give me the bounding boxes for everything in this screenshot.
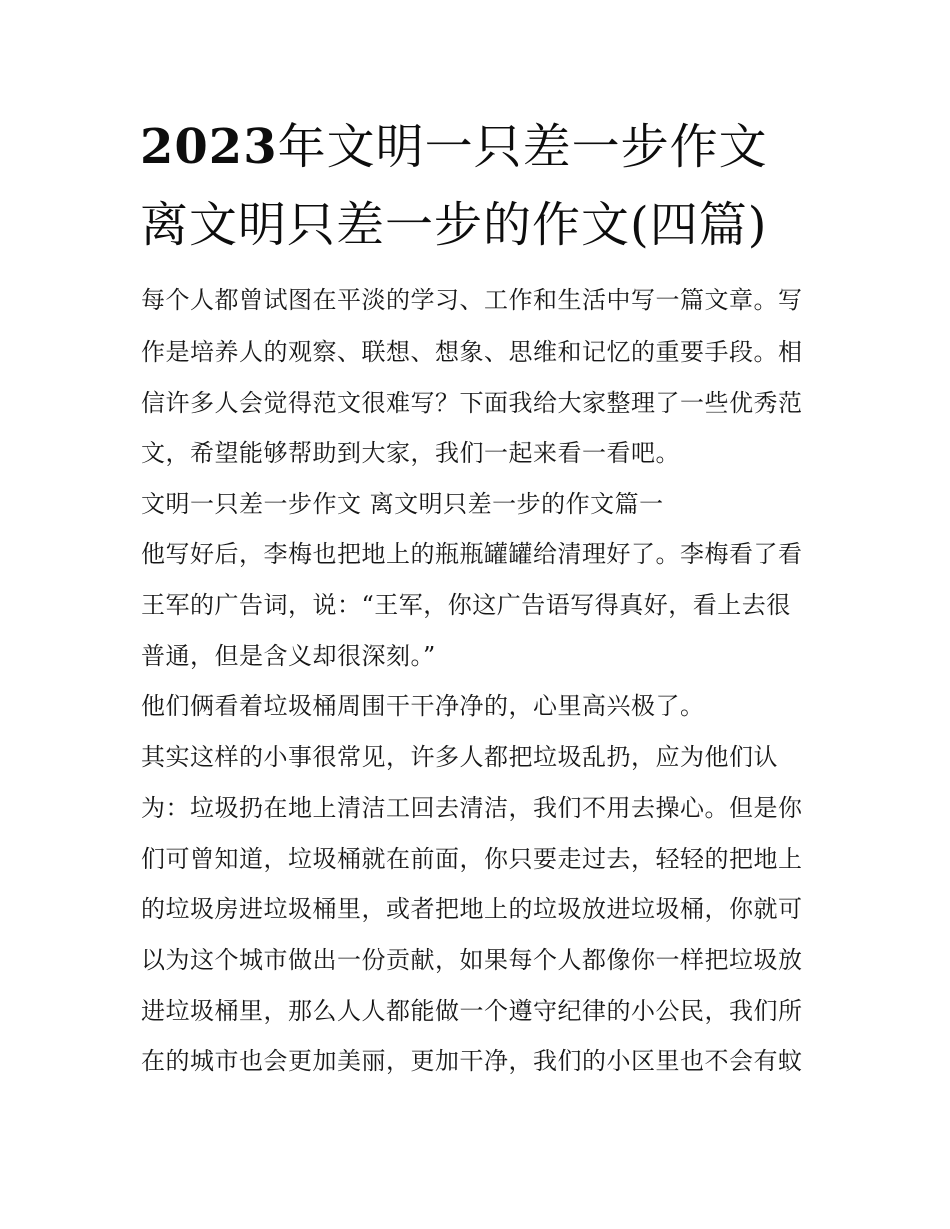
body-line: 他们俩看着垃圾桶周围干干净净的，心里高兴极了。 bbox=[141, 692, 705, 720]
body-line: 的垃圾房进垃圾桶里，或者把地上的垃圾放进垃圾桶，你就可 bbox=[141, 895, 803, 923]
body-line: 普通，但是含义却很深刻。” bbox=[141, 642, 436, 670]
body-line: 进垃圾桶里，那么人人都能做一个遵守纪律的小公民，我们所 bbox=[141, 997, 803, 1025]
body-line: 为：垃圾扔在地上清洁工回去清洁，我们不用去操心。但是你 bbox=[141, 794, 803, 822]
title-line-1-text: 年文明一只差一步作文 bbox=[277, 119, 768, 175]
document-title-line-1 bbox=[140, 118, 820, 176]
document-title-line-2: 离文明只差一步的作文(四篇) bbox=[140, 197, 768, 253]
body-line: 王军的广告词，说：“王军，你这广告语写得真好，看上去很 bbox=[141, 591, 791, 619]
section-heading: 文明一只差一步作文 离文明只差一步的作文篇一 bbox=[141, 490, 664, 518]
body-line: 其实这样的小事很常见，许多人都把垃圾乱扔，应为他们认 bbox=[141, 743, 778, 771]
body-line: 文，希望能够帮助到大家，我们一起来看一看吧。 bbox=[141, 439, 680, 467]
body-line: 他写好后，李梅也把地上的瓶瓶罐罐给清理好了。李梅看了看 bbox=[141, 540, 803, 568]
body-line: 以为这个城市做出一份贡献，如果每个人都像你一样把垃圾放 bbox=[141, 946, 803, 974]
body-line: 作是培养人的观察、联想、想象、思维和记忆的重要手段。相 bbox=[141, 338, 803, 366]
body-line: 们可曾知道，垃圾桶就在前面，你只要走过去，轻轻的把地上 bbox=[141, 845, 803, 873]
title-year: 2023 bbox=[140, 119, 278, 175]
body-line: 信许多人会觉得范文很难写？下面我给大家整理了一些优秀范 bbox=[141, 389, 803, 417]
body-line: 每个人都曾试图在平淡的学习、工作和生活中写一篇文章。写 bbox=[141, 286, 803, 314]
body-line: 在的城市也会更加美丽，更加干净，我们的小区里也不会有蚊 bbox=[141, 1047, 803, 1075]
